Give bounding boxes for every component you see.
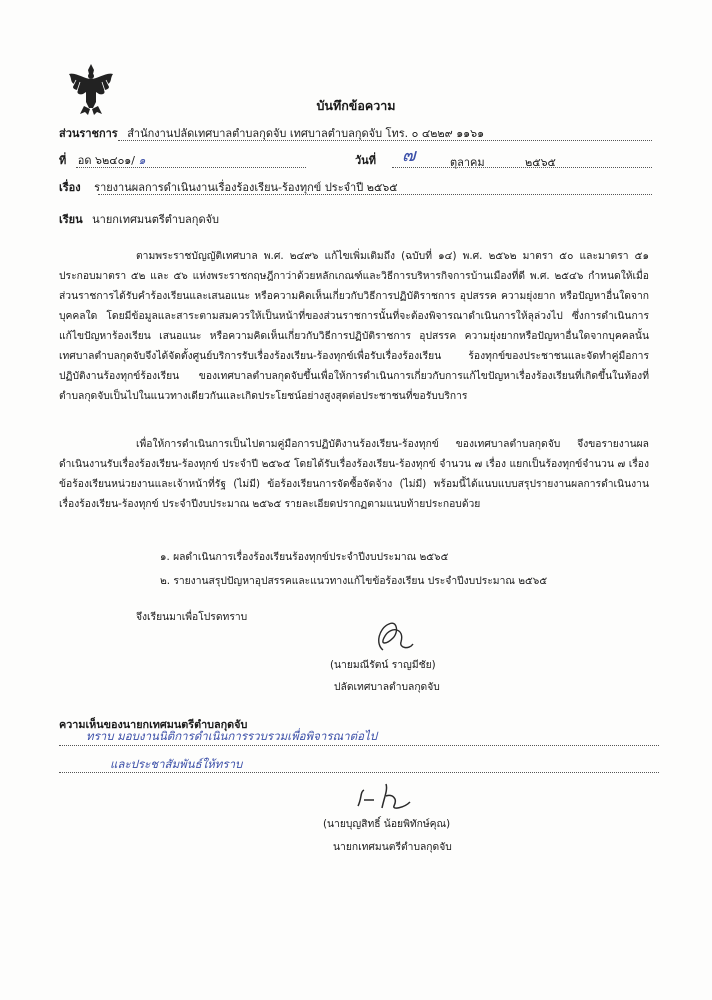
to-label: เรียน <box>59 213 83 226</box>
body-paragraph-2: เพื่อให้การดำเนินการเป็นไปตามคู่มือการปฏิบัติงานร้องเรียน-ร้องทุกข์ ของเทศบาลตำบลกุดจับ จึงขอรายงานผลดำเนินงานรับเรื่องร้องเรียน-ร้องทุกข์ ประจำปี ๒๕๖๕ โดยได้รับเรื่องร้องเรียน-ร้องทุกข์ จำนวน ๗ เรื่อง แยกเป็นร้องทุกข์จำนวน ๗ เรื่อง ข้อร้องเรียนหน่วยงานและเจ้าหน้าที่รัฐ (ไม่มี) ข้อร้องเรียนการจัดซื้อจัดจ้าง (ไม่มี) พร้อมนี้ได้แนบแบบสรุปรายงานผลการดำเนินงานเรื่องร้องเรียน-ร้องทุกข์ ประจำปีงบประมาณ ๒๕๖๕ รายละเอียดปรากฏตามแนบท้ายประกอบด้วย <box>59 438 649 510</box>
signature-2 <box>348 778 428 814</box>
body-paragraph-1: ตามพระราชบัญญัติเทศบาล พ.ศ. ๒๔๙๖ แก้ไขเพิ่มเติมถึง (ฉบับที่ ๑๔) พ.ศ. ๒๕๖๒ มาตรา ๕๐ และมาตรา ๕๑ ประกอบมาตรา ๕๒ และ ๕๖ แห่งพระราชกฤษฎีกาว่าด้วยหลักเกณฑ์และวิธีการบริหารกิจการบ้านเมืองที่ดี พ.ศ. ๒๕๔๖ กำหนดให้เมื่อส่วนราชการได้รับคำร้องเรียนและเสนอแนะ หรือความคิดเห็นเกี่ยวกับวิธีการปฏิบัติราชการ อุปสรรค ความยุ่งยาก หรือปัญหาอื่นใดจากบุคคลใด โดยมีข้อมูลและสาระตามสมควรให้เป็นหน้าที่ของส่วนราชการนั้นที่จะต้องพิจารณาดำเนินการให้ลุล่วงไป ซึ่งการดำเนินการแก้ไขปัญหาร้องเรียน เสนอแนะ หรือความคิดเห็นเกี่ยวกับวิธีการปฏิบัติราชการ อุปสรรค ความยุ่งยากหรือปัญหาอื่นใดจากบุคคลนั้น เทศบาลตำบลกุดจับจึงได้จัดตั้งศูนย์บริการรับเรื่องร้องเรียน-ร้องทุกข์เพื่อรับเรื่องร้องเรียน ร้องทุกข์ของประชาชนและจัดทำคู่มือการปฏิบัติงานร้องทุกข์ร้องเรียน ของเทศบาลตำบลกุดจับขึ้นเพื่อให้การดำเนินการเกี่ยวกับการแก้ไขปัญหาเรื่องร้องเรียนที่เกิดขึ้นในท้องที่ตำบลกุดจับเป็นไปในแนวทางเดียวกันและเกิดประโยชน์อย่างสูงสุดต่อประชาชนที่ขอรับบริการ <box>59 250 649 402</box>
closing-text: จึงเรียนมาเพื่อโปรดทราบ <box>136 611 248 623</box>
signer-2-position: นายกเทศมนตรีตำบลกุดจับ <box>333 841 452 853</box>
date-month: ตุลาคม <box>450 156 485 169</box>
opinion-handwritten-line-1: ทราบ มอบงานนิติการดำเนินการรวบรวมเพื่อพิจารณาต่อไป <box>86 729 378 743</box>
ref-value: อด ๖๒๔๐๑/ <box>77 154 135 167</box>
ref-label: ที่ <box>59 154 67 167</box>
signer-1-name: (นายมณีรัตน์ ราญมีชัย) <box>330 659 436 671</box>
ref-handwritten: ๑ <box>138 154 146 167</box>
agency-value: สำนักงานปลัดเทศบาลตำบลกุดจับ เทศบาลตำบลกุดจับ โทร. ๐ ๔๒๒๙ ๑๑๖๑ <box>127 127 485 140</box>
attachment-item-2: ๒. รายงานสรุปปัญหาอุปสรรคและแนวทางแก้ไขข้อร้องเรียน ประจำปีงบประมาณ ๒๕๖๕ <box>160 575 548 587</box>
date-day-handwritten: ๗ <box>402 145 416 166</box>
agency-label: ส่วนราชการ <box>59 127 118 140</box>
subject-value: รายงานผลการดำเนินงานเรื่องร้องเรียน-ร้องทุกข์ ประจำปี ๒๕๖๕ <box>94 181 398 194</box>
signer-2-name: (นายบุญสิทธิ์ น้อยพิทักษ์คุณ) <box>323 818 451 830</box>
date-year: ๒๕๖๕ <box>525 156 556 169</box>
attachment-item-1: ๑. ผลดำเนินการเรื่องร้องเรียนร้องทุกข์ประจำปีงบประมาณ ๒๕๖๕ <box>160 551 449 563</box>
memo-title: บันทึกข้อความ <box>316 98 396 113</box>
opinion-handwritten-line-2: และประชาสัมพันธ์ให้ทราบ <box>110 757 243 771</box>
ref-dotted-line <box>76 167 306 168</box>
date-dotted-line <box>392 167 652 168</box>
date-label: วันที่ <box>355 154 376 167</box>
opinion-label: ความเห็นของนายกเทศมนตรีตำบลกุดจับ <box>59 718 248 731</box>
subject-dotted-line <box>98 194 652 195</box>
signer-1-position: ปลัดเทศบาลตำบลกุดจับ <box>334 681 440 693</box>
to-value: นายกเทศมนตรีตำบลกุดจับ <box>92 213 220 226</box>
signature-1 <box>365 616 425 656</box>
agency-dotted-line <box>118 140 652 141</box>
subject-label: เรื่อง <box>59 181 81 194</box>
